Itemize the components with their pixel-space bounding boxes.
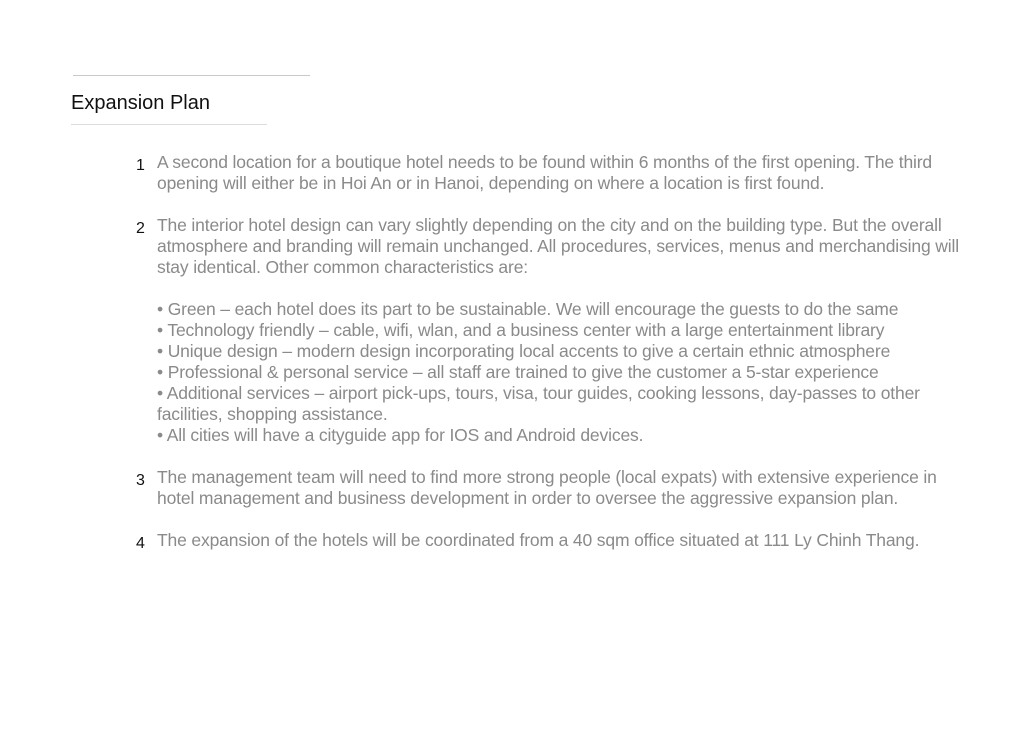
numbered-list xyxy=(130,152,960,572)
bullet-green: • Green – each hotel does its part to be sustainable. We will encourage the guests to do the same xyxy=(157,299,899,319)
bullet-additional-services: • Additional services – airport pick-ups, tours, visa, tour guides, cooking lessons, day-passes to other facilities, shopping assistance. xyxy=(157,383,920,424)
item-number: 2 xyxy=(136,220,145,237)
list-item-2 xyxy=(130,215,960,446)
item-text: A second location for a boutique hotel needs to be found within 6 months of the first opening. The third opening will either be in Hoi An or in Hanoi, depending on where a location is first found. xyxy=(157,152,933,193)
bullet-personal-service: • Professional & personal service – all staff are trained to give the customer a 5-star experience xyxy=(157,362,879,382)
item-number: 3 xyxy=(136,472,145,489)
title-rule-bottom xyxy=(71,124,267,125)
list-item-1 xyxy=(130,152,960,194)
bullet-cityguide-app: • All cities will have a cityguide app for IOS and Android devices. xyxy=(157,425,644,445)
item-text: The interior hotel design can vary slightly depending on the city and on the building type. But the overall atmosphere and branding will remain unchanged. All procedures, services, menus and merchandising will stay identical. Other common characteristics are: xyxy=(157,215,959,277)
item-number: 4 xyxy=(136,535,145,552)
page-title: Expansion Plan xyxy=(71,92,210,114)
bullet-unique-design: • Unique design – modern design incorporating local accents to give a certain ethnic atmosphere xyxy=(157,341,891,361)
list-item-4 xyxy=(130,530,960,551)
item-text: The expansion of the hotels will be coordinated from a 40 sqm office situated at 111 Ly Chinh Thang. xyxy=(157,530,920,550)
item-number: 1 xyxy=(136,157,145,174)
bullet-technology: • Technology friendly – cable, wifi, wlan, and a business center with a large entertainment library xyxy=(157,320,885,340)
characteristics-list xyxy=(157,299,960,446)
title-rule-top xyxy=(73,75,310,76)
item-text: The management team will need to find more strong people (local expats) with extensive experience in hotel management and business development in order to oversee the aggressive expansion plan. xyxy=(157,467,937,508)
list-item-3 xyxy=(130,467,960,509)
